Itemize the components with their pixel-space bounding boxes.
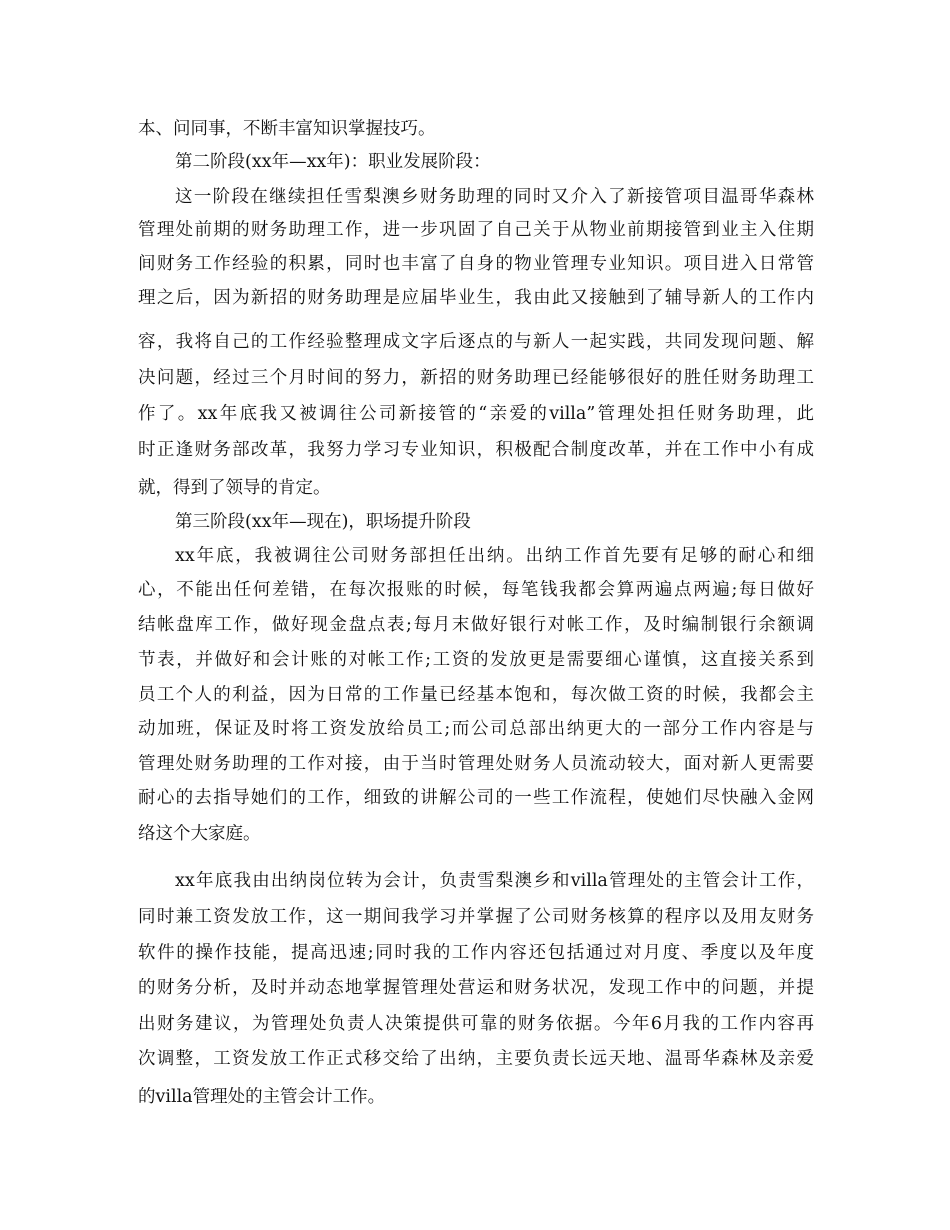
text-line: 决问题，经过三个月时间的努力，新招的财务助理已经能够很好的胜任财务助理工 xyxy=(138,368,814,388)
text-line: 时正逢财务部改革，我努力学习专业知识，积极配合制度改革，并在工作中小有成 xyxy=(138,440,814,460)
section-heading: 第三阶段(xx年—现在)，职场提升阶段 xyxy=(175,512,471,532)
text-line: 作了。xx年底我又被调往公司新接管的“亲爱的villa”管理处担任财务助理，此 xyxy=(138,404,814,424)
text-line: 员工个人的利益，因为日常的工作量已经基本饱和，每次做工资的时候，我都会主 xyxy=(138,685,814,705)
text-line: 就，得到了领导的肯定。 xyxy=(138,478,331,498)
text-line: 的villa管理处的主管会计工作。 xyxy=(138,1087,386,1107)
text-line: xx年底我由出纳岗位转为会计，负责雪梨澳乡和villa管理处的主管会计工作， xyxy=(175,871,814,891)
text-line: 这一阶段在继续担任雪梨澳乡财务助理的同时又介入了新接管项目温哥华森林 xyxy=(175,187,814,207)
text-line: 本、问同事，不断丰富知识掌握技巧。 xyxy=(138,119,436,139)
text-line: 的财务分析，及时并动态地掌握管理处营运和财务状况，发现工作中的问题，并提 xyxy=(138,978,814,998)
text-line: 容，我将自己的工作经验整理成文字后逐点的与新人一起实践，共同发现问题、解 xyxy=(138,332,814,352)
text-line: 同时兼工资发放工作，这一期间我学习并掌握了公司财务核算的程序以及用友财务 xyxy=(138,907,814,927)
text-line: 间财务工作经验的积累，同时也丰富了自身的物业管理专业知识。项目进入日常管 xyxy=(138,254,814,274)
text-line: 心，不能出任何差错，在每次报账的时候，每笔钱我都会算两遍点两遍;每日做好 xyxy=(138,580,814,600)
text-line: 结帐盘库工作，做好现金盘点表;每月末做好银行对帐工作，及时编制银行余额调 xyxy=(138,615,814,635)
text-line: 络这个大家庭。 xyxy=(138,824,261,844)
text-line: 软件的操作技能，提高迅速;同时我的工作内容还包括通过对月度、季度以及年度 xyxy=(138,943,814,963)
text-line: 出财务建议，为管理处负责人决策提供可靠的财务依据。今年6月我的工作内容再 xyxy=(138,1014,814,1034)
text-line: 动加班，保证及时将工资发放给员工;而公司总部出纳更大的一部分工作内容是与 xyxy=(138,719,814,739)
text-line: 理之后，因为新招的财务助理是应届毕业生，我由此又接触到了辅导新人的工作内 xyxy=(138,288,814,308)
text-line: xx年底，我被调往公司财务部担任出纳。出纳工作首先要有足够的耐心和细 xyxy=(175,546,814,566)
text-line: 次调整，工资发放工作正式移交给了出纳，主要负责长远天地、温哥华森林及亲爱 xyxy=(138,1049,814,1069)
text-line: 管理处财务助理的工作对接，由于当时管理处财务人员流动较大，面对新人更需要 xyxy=(138,754,814,774)
text-line: 管理处前期的财务助理工作，进一步巩固了自己关于从物业前期接管到业主入住期 xyxy=(138,220,814,240)
text-line: 耐心的去指导她们的工作，细致的讲解公司的一些工作流程，使她们尽快融入金网 xyxy=(138,788,814,808)
text-line: 节表，并做好和会计账的对帐工作;工资的发放更是需要细心谨慎，这直接关系到 xyxy=(138,650,814,670)
section-heading: 第二阶段(xx年—xx年)：职业发展阶段： xyxy=(175,152,491,172)
